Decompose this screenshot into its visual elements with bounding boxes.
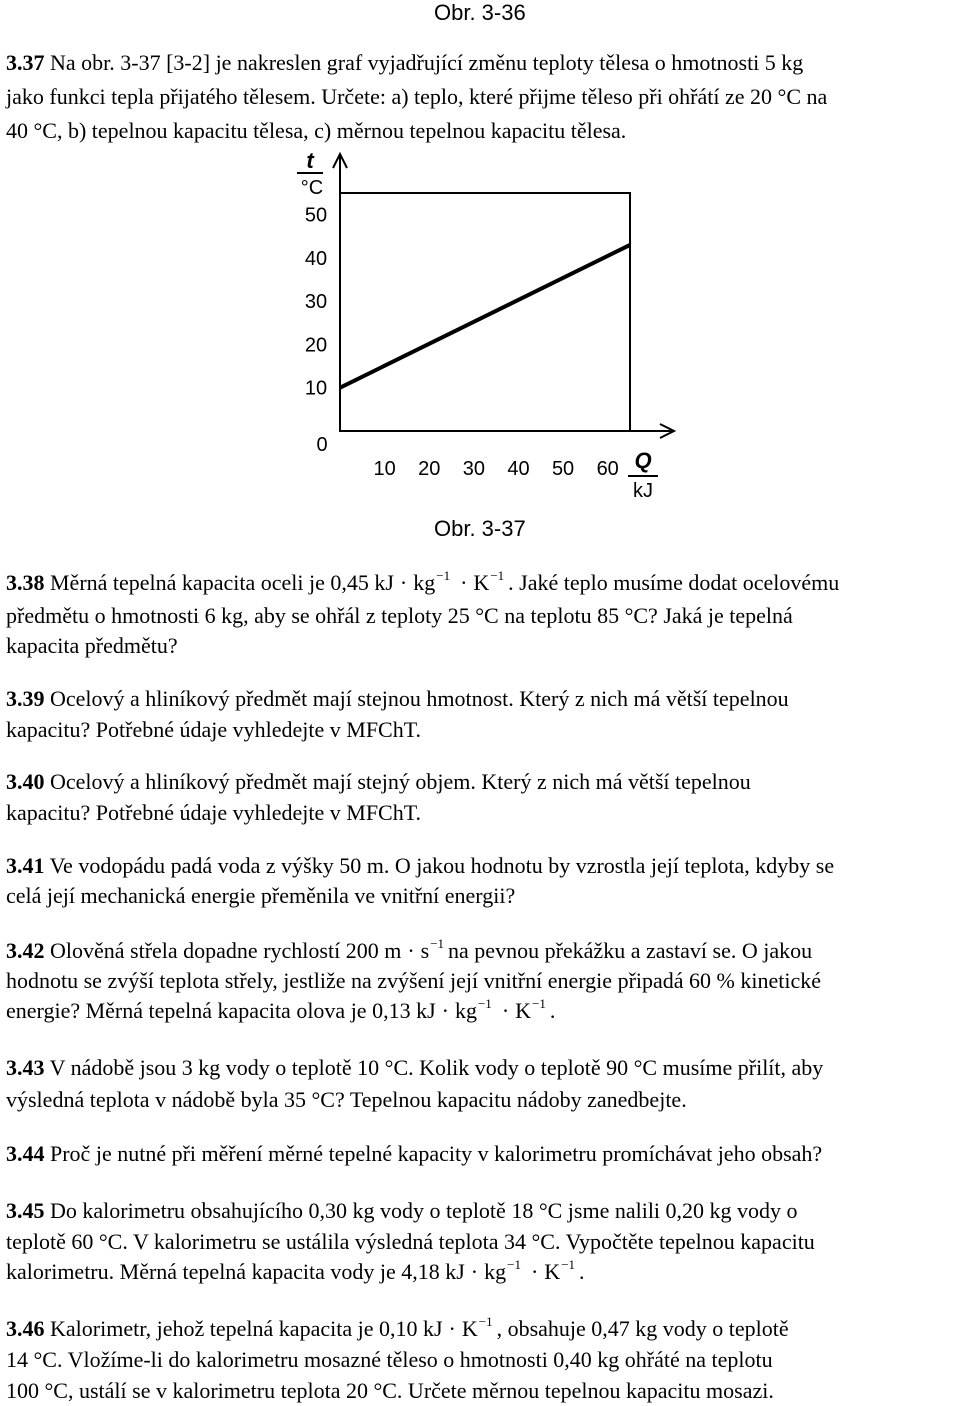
chart-axis-titles [297,150,658,502]
unit-s: s [420,938,430,963]
problem-text: Ocelový a hliníkový předmět mají stejnou hmotnost. Který z nich má větší tepelnou [50,686,789,711]
x-axis-symbol: Q [634,448,652,473]
y-axis-symbol: t [306,150,314,173]
chart-tick-labels [305,205,619,480]
problem-number: 3.42 [6,938,45,963]
x-tick-label: 40 [507,458,530,480]
problem-3-38-line-1: 3.38 Měrná tepelná kapacita oceli je 0,45 kJ · $kg^{-1} \cdot K^{-1}$ . Jaké teplo musíme dodat ocelovému [6,568,840,595]
problem-text: energie? Měrná tepelná kapacita olova je 0,13 kJ [6,998,436,1023]
chart-series [340,245,630,388]
exponent: −1 [561,1257,576,1272]
y-tick-label: 30 [304,291,328,314]
problem-text: Do kalorimetru obsahujícího 0,30 kg vody o teplotě 18 °C jsme nalili 0,20 kg vody o [50,1198,798,1223]
x-tick-label: 50 [551,458,575,480]
temperature-heat-chart [280,150,680,510]
period: . [579,1259,585,1284]
problem-number: 3.37 [6,50,45,75]
problem-3-46-line-1: 3.46 Kalorimetr, jehož tepelná kapacita je 0,10 kJ · $K^{-1}$ , obsahuje 0,47 kg vody o teplotě [6,1314,789,1341]
problem-3-42-line-2: hodnotu se zvýší teplota střely, jestliže na zvýšení její vnitřní energie připadá 60 % kinetické [6,968,821,993]
unit-k: K [473,570,490,595]
problem-number: 3.46 [6,1316,45,1341]
y-tick-label: 50 [304,204,328,227]
problem-3-39-line-1 [6,684,789,714]
problem-3-40-line-2: kapacitu? Potřebné údaje vyhledejte v MFChT. [6,800,422,825]
problem-text: Kalorimetr, jehož tepelná kapacita je 0,10 kJ [50,1316,443,1341]
exponent: −1 [430,936,445,951]
problem-text: kalorimetru. Měrná tepelná kapacita vody je 4,18 kJ [6,1259,465,1284]
plot-frame [340,193,630,431]
problem-3-37-line-3: 40 °C, b) tepelnou kapacitu tělesa, c) měrnou tepelnou kapacitu tělesa. [6,118,627,143]
problem-number: 3.43 [6,1055,45,1080]
x-tick-label: 20 [418,458,441,480]
problem-text: V nádobě jsou 3 kg vody o teplotě 10 °C. Kolik vody o teplotě 90 °C musíme přilít, aby [49,1055,824,1080]
y-tick-label: 40 [304,247,328,270]
problem-text: Měrná tepelná kapacita oceli je 0,45 kJ [50,570,394,595]
problem-3-43-line-2: výsledná teplota v nádobě byla 35 °C? Tepelnou kapacitu nádoby zanedbejte. [6,1087,687,1112]
problem-3-37-line-2: jako funkci tepla přijatého tělesem. Určete: a) teplo, které přijme těleso při ohřátí ze 20 °C na [6,84,828,109]
exponent: −1 [532,996,546,1011]
problem-3-38-line-3: kapacita předmětu? [6,633,178,658]
problem-text: na pevnou překážku a zastaví se. O jakou [448,938,813,963]
problem-3-45-line-2: teplotě 60 °C. V kalorimetru se ustálila výsledná teplota 34 °C. Vypočtěte tepelnou kapacitu [6,1229,815,1254]
problem-3-46-line-3: 100 °C, ustálí se v kalorimetru teplota 20 °C. Určete měrnou tepelnou kapacitu mosazi. [6,1378,774,1403]
problem-number: 3.40 [6,769,45,794]
exponent: −1 [477,996,492,1011]
figure-caption-3-37: Obr. 3-37 [434,516,526,541]
problem-number: 3.38 [6,570,45,595]
problem-3-45-line-1 [6,1196,798,1226]
unit-k: K [461,1316,478,1341]
series-line [340,245,630,388]
problem-3-46-line-2: 14 °C. Vložíme-li do kalorimetru mosazné těleso o hmotnosti 0,40 kg ohřáté na teplotu [6,1347,773,1372]
exponent: −1 [507,1257,521,1272]
x-axis-unit: kJ [633,480,653,502]
problem-3-37-line-1 [6,48,803,78]
x-tick-label: 60 [596,458,619,480]
problem-text: . Jaké teplo musíme dodat ocelovému [508,570,840,595]
unit-k: K [515,998,532,1023]
problem-text: Proč je nutné při měření měrné tepelné kapacity v kalorimetru promíchávat jeho obsah? [50,1141,823,1166]
problem-3-41-line-1 [6,851,834,881]
problem-3-45-line-3: kalorimetru. Měrná tepelná kapacita vody je 4,18 kJ · $kg^{-1} \cdot K^{-1}$ . [6,1257,585,1284]
unit-kg: kg [454,998,477,1023]
unit-kg: kg [413,570,436,595]
exponent: −1 [436,568,451,583]
problem-3-42-line-3: energie? Měrná tepelná kapacita olova je 0,13 kJ · $kg^{-1} \cdot K^{-1}$ . [6,996,556,1023]
problem-number: 3.41 [6,853,45,878]
chart-axes [333,154,674,438]
y-tick-label: 10 [304,377,328,400]
problem-3-39-line-2: kapacitu? Potřebné údaje vyhledejte v MFChT. [6,717,422,742]
exponent: −1 [490,568,505,583]
exponent: −1 [478,1314,493,1329]
unit-k: K [544,1259,561,1284]
problem-3-43-line-1 [6,1053,823,1083]
origin-label: 0 [316,434,328,456]
problem-text: , obsahuje 0,47 kg vody o teplotě [496,1316,789,1341]
problem-number: 3.44 [6,1141,45,1166]
problem-3-40-line-1 [6,767,751,797]
unit-kg: kg [484,1259,507,1284]
problem-text: Olověná střela dopadne rychlostí 200 m [50,938,402,963]
y-tick-label: 20 [304,334,328,357]
problem-3-44-line-1 [6,1139,822,1169]
problem-number: 3.45 [6,1198,45,1223]
problem-3-42-line-1: 3.42 Olověná střela dopadne rychlostí 200 $m \cdot s^{-1}$ na pevnou překážku a zastaví se. O jakou [6,936,813,963]
y-axis-unit: °C [300,177,324,199]
problem-text: Ve vodopádu padá voda z výšky 50 m. O jakou hodnotu by vzrostla její teplota, kdyby se [49,853,835,878]
figure-caption-3-36: Obr. 3-36 [434,0,526,25]
x-tick-label: 30 [462,458,485,480]
problem-text: Ocelový a hliníkový předmět mají stejný objem. Který z nich má větší tepelnou [50,769,751,794]
problem-3-41-line-2: celá její mechanická energie přeměnila ve vnitřní energii? [6,883,516,908]
x-tick-label: 10 [373,458,396,480]
problem-3-38-line-2: předmětu o hmotnosti 6 kg, aby se ohřál z teploty 25 °C na teplotu 85 °C? Jaká je tepelná [6,603,793,628]
problem-number: 3.39 [6,686,45,711]
problem-text: Na obr. 3-37 [3-2] je nakreslen graf vyjadřující změnu teploty tělesa o hmotnosti 5 kg [50,50,804,75]
period: . [549,998,556,1023]
